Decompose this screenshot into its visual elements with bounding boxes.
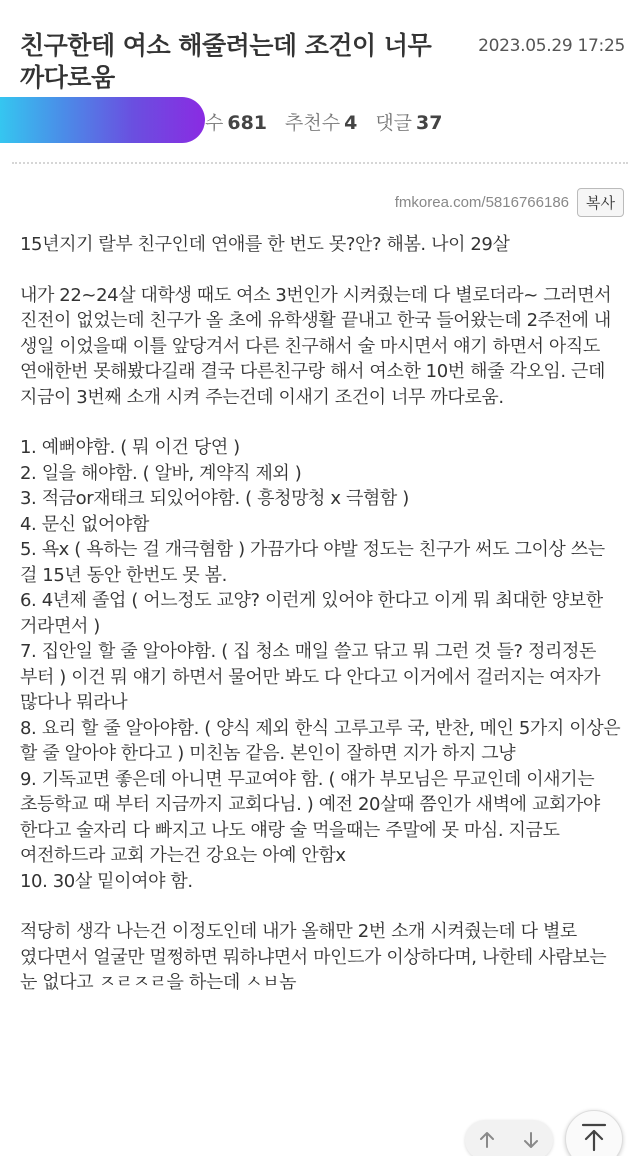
- list-item: 3. 적금or재태크 되있어야함. ( 흥청망청 x 극혐함 ): [20, 488, 409, 509]
- list-item: 5. 욕x ( 욕하는 걸 개극혐함 ) 가끔가다 야발 정도는 친구가 써도 그이상 쓰는 걸 15년 동안 한번도 못 봄.: [20, 539, 605, 586]
- list-item: 2. 일을 해야함. ( 알바, 계약직 제외 ): [20, 462, 302, 484]
- vote-buttons: [465, 1120, 553, 1156]
- gradient-overlay: [0, 97, 205, 143]
- views-stat: [205, 108, 267, 135]
- list-item: 1. 예뻐야함. ( 뭐 이건 당연 ): [20, 437, 240, 458]
- list-item: 4. 문신 없어야함: [20, 513, 149, 535]
- recommend-label: 추천수: [285, 112, 341, 134]
- condition-list: [20, 435, 625, 894]
- recommend-stat: [285, 108, 357, 135]
- arrow-up-icon[interactable]: [475, 1128, 499, 1152]
- post-body: [20, 232, 625, 996]
- post-date: 2023.05.29 17:25: [478, 36, 625, 56]
- list-item: 6. 4년제 졸업 ( 어느정도 교양? 이런게 있어야 한다고 이게 뭐 최대한 양보한 거라면서 ): [20, 590, 603, 637]
- list-item: 10. 30살 밑이여야 함.: [20, 870, 193, 892]
- body-paragraph-1: 내가 22~24살 대학생 때도 여소 3번인가 시켜줬는데 다 별로더라~ 그러면서 진전이 없었는데 친구가 올 초에 유학생활 끝내고 한국 들어왔는데 2주전에 내 생일 이었을때 이틀 앞당겨서 다른 친구해서 술 마시면서 얘기 하면서 아직도 연애한번 못해봤다길래 결국 다른친구랑 해서 여소한 10번 해줄 각오임. 근데 지금이 3번째 소개 시켜 주는건데 이새기 조건이 너무 까다로움.: [20, 284, 612, 408]
- scroll-top-icon: [580, 1122, 608, 1156]
- comments-label: 댓글: [375, 112, 413, 134]
- url-row: [395, 188, 624, 217]
- list-item: 9. 기독교면 좋은데 아니면 무교여야 함. ( 얘가 부모님은 무교인데 이새기는 초등학교 때 부터 지금까지 교회다님. ) 예전 20살때 쯤인가 새벽에 교회가야 한다고 술자리 다 빠지고 나도 얘랑 술 먹을때는 주말에 못 마심. 지금도 여전하드라 교회 가는건 강요는 아예 안함x: [20, 768, 600, 866]
- comments-count: 37: [416, 112, 443, 134]
- views-label: 수: [205, 112, 224, 134]
- views-count: 681: [227, 112, 268, 134]
- body-paragraph-2: 적당히 생각 나는건 이정도인데 내가 올해만 2번 소개 시켜줬는데 다 별로 였다면서 얼굴만 멀쩡하면 뭐하냐면서 마인드가 이상하다며, 나한테 사람보는 눈 없다고 ㅈㄹㅈㄹ을 하는데 ㅅㅂ놈: [20, 921, 607, 993]
- arrow-down-icon[interactable]: [519, 1128, 543, 1152]
- post-url[interactable]: fmkorea.com/5816766186: [394, 194, 570, 211]
- copy-url-button[interactable]: 복사: [577, 188, 624, 217]
- header-divider: [12, 162, 628, 164]
- body-intro: 15년지기 랄부 친구인데 연애를 한 번도 못?안? 해봄. 나이 29살: [20, 234, 510, 255]
- list-item: 8. 요리 할 줄 알아야함. ( 양식 제외 한식 고루고루 국, 반찬, 메인 5가지 이상은 할 줄 알아야 한다고 ) 미친놈 같음. 본인이 잘하면 지가 하지 그냥: [20, 717, 621, 764]
- list-item: 7. 집안일 할 줄 알아야함. ( 집 청소 매일 쓸고 닦고 뭐 그런 것 들? 정리정돈 부터 ) 이건 뭐 얘기 하면서 물어만 봐도 다 안다고 이거에서 걸러지는 여자가 많다나 뭐라나: [20, 641, 601, 713]
- post-header: [0, 0, 640, 150]
- comments-stat[interactable]: [375, 108, 442, 135]
- scroll-top-button[interactable]: [565, 1110, 623, 1156]
- recommend-count: 4: [344, 112, 358, 134]
- post-title: 친구한테 여소 해줄려는데 조건이 너무 까다로움: [20, 31, 432, 92]
- post-stats: [205, 108, 443, 135]
